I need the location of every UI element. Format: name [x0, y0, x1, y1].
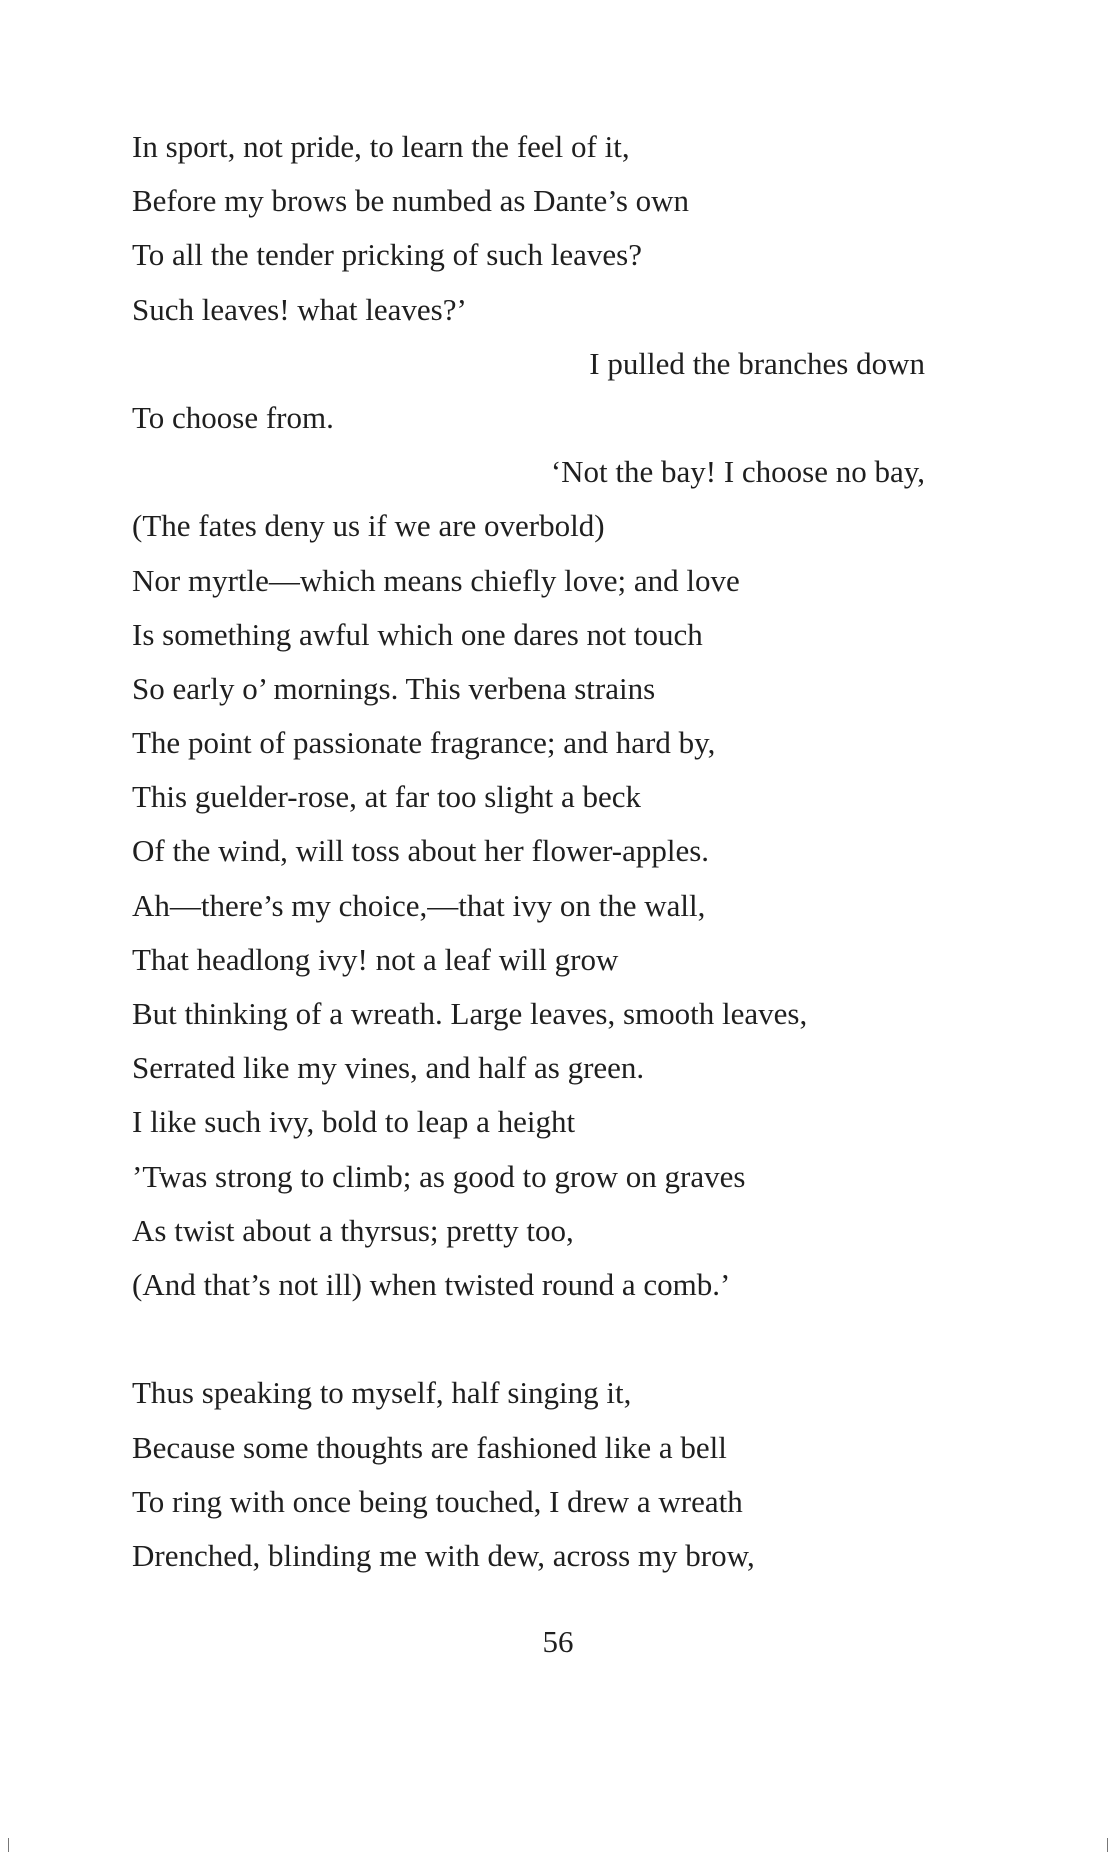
- verse-line: This guelder-rose, at far too slight a beck: [132, 779, 641, 815]
- verse-line: I like such ivy, bold to leap a height: [132, 1104, 576, 1140]
- verse-line: (The fates deny us if we are overbold): [132, 508, 605, 544]
- verse-line: As twist about a thyrsus; pretty too,: [132, 1212, 574, 1248]
- verse-line-indented: ‘Not the bay! I choose no bay,: [550, 454, 925, 490]
- verse-line: In sport, not pride, to learn the feel of it,: [132, 129, 630, 164]
- verse-line: But thinking of a wreath. Large leaves, smooth leaves,: [132, 996, 808, 1031]
- verse-line: (And that’s not ill) when twisted round a comb.’: [132, 1266, 731, 1302]
- verse-line: Thus speaking to myself, half singing it,: [132, 1375, 632, 1411]
- verse-line: Before my brows be numbed as Dante’s own: [132, 183, 690, 219]
- verse-line: To ring with once being touched, I drew a wreath: [132, 1483, 743, 1519]
- verse-line: Drenched, blinding me with dew, across my brow,: [132, 1537, 755, 1573]
- verse-line: To choose from.: [132, 399, 334, 435]
- page-number: 56: [542, 1624, 574, 1659]
- verse-line: Serrated like my vines, and half as green.: [132, 1050, 645, 1086]
- verse-line: Of the wind, will toss about her flower-apples.: [132, 833, 710, 869]
- crop-mark-left: [8, 1838, 9, 1852]
- verse-line: So early o’ mornings. This verbena strains: [132, 670, 656, 706]
- verse-line: Ah—there’s my choice,—that ivy on the wall,: [132, 887, 706, 923]
- poem-text: [132, 120, 932, 1583]
- verse-line: To all the tender pricking of such leaves?: [132, 237, 643, 273]
- verse-line: The point of passionate fragrance; and hard by,: [132, 725, 716, 761]
- verse-line: Such leaves! what leaves?’: [132, 291, 467, 327]
- verse-line: Because some thoughts are fashioned like a bell: [132, 1429, 727, 1465]
- verse-line-indented: I pulled the branches down: [589, 345, 925, 381]
- stanza-break: [132, 1312, 932, 1366]
- crop-mark-right: [1107, 1838, 1108, 1852]
- verse-line: Is something awful which one dares not touch: [132, 616, 703, 652]
- verse-line: ’Twas strong to climb; as good to grow on graves: [132, 1158, 746, 1194]
- verse-line: Nor myrtle—which means chiefly love; and love: [132, 562, 740, 598]
- verse-line: That headlong ivy! not a leaf will grow: [132, 941, 619, 977]
